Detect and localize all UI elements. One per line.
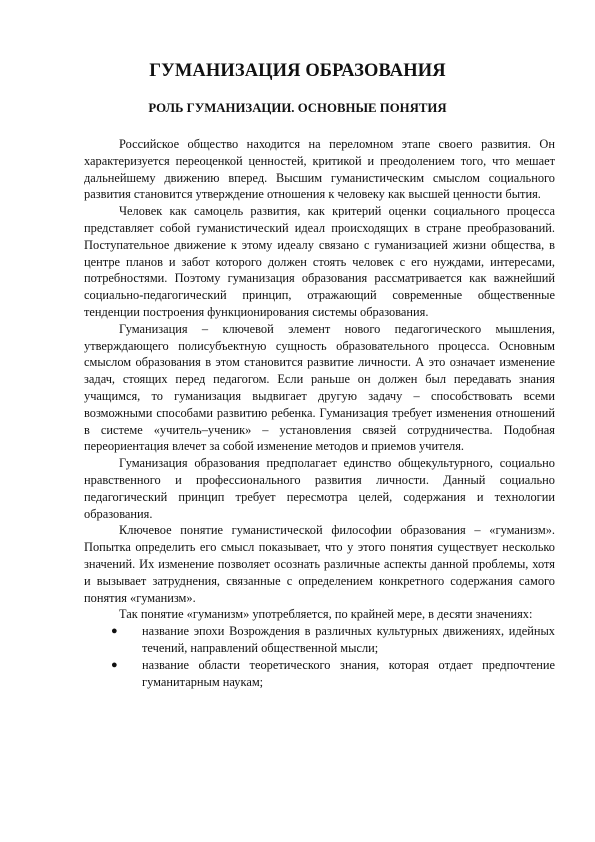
bullet-icon: ●: [111, 625, 118, 638]
bullet-list: [84, 623, 555, 690]
document-body: [84, 136, 555, 690]
list-item: [84, 623, 555, 657]
list-item-text: название эпохи Возрождения в различных культурных движениях, идейных течений, направлений общественной мысли;: [142, 624, 555, 655]
paragraph: Ключевое понятие гуманистической философии образования – «гуманизм». Попытка определить его смысл показывает, что у этого понятия существует несколько значений. Их изменение позволяет осознать различные аспекты данной проблемы, хотя и вызывает затруднения, связанные с определением конкретного содержания самого понятия «гуманизм».: [84, 523, 555, 605]
document-title: ГУМАНИЗАЦИЯ ОБРАЗОВАНИЯ: [149, 61, 446, 81]
list-item: [84, 657, 555, 691]
paragraph: Гуманизация образования предполагает единство общекультурного, социально нравственного и профессионального развития личности. Данный социально педагогический принцип требует пересмотра целей, содержания и технологии образования.: [84, 456, 555, 521]
paragraph: Так понятие «гуманизм» употребляется, по крайней мере, в десяти значениях:: [119, 607, 533, 622]
paragraph: Человек как самоцель развития, как критерий оценки социального процесса представляет собой гуманистический идеал происходящих в стране преобразований. Поступательное движение к этому идеалу связано с гуманизацией жизни общества, в центре планов и забот которого должен стоять человек с его нуждами, интересами, потребностями. Поэтому гуманизация образования рассматривается как важнейший социально-педагогический принцип, отражающий современные общественные тенденции построения функционирования системы образования.: [84, 204, 555, 319]
bullet-icon: ●: [111, 658, 118, 671]
list-item-text: название области теоретического знания, которая отдает предпочтение гуманитарным наукам;: [142, 657, 555, 689]
paragraph: Российское общество находится на переломном этапе своего развития. Он характеризуется переоценкой ценностей, критикой и преодолением того, что мешает дальнейшему движению вперед. Высшим гуманистическим смыслом социального развития становится утверждение отношения к человеку как высшей ценности бытия.: [84, 137, 555, 202]
paragraph: Гуманизация – ключевой элемент нового педагогического мышления, утверждающего полисубъектную сущность образовательного процесса. Основным смыслом образования в этом становится развитие личности. А это означает изменение задач, стоящих перед педагогом. Если раньше он должен был передавать знания учащимся, то гуманизация выдвигает другую задачу – способствовать всеми возможными способами развитию ребенка. Гуманизация требует изменения отношений в системе «учитель–ученик» – установления связей сотрудничества. Подобная переориентация влечет за собой изменение методов и приемов учителя.: [84, 321, 555, 454]
section-heading: РОЛЬ ГУМАНИЗАЦИИ. ОСНОВНЫЕ ПОНЯТИЯ: [148, 101, 447, 115]
